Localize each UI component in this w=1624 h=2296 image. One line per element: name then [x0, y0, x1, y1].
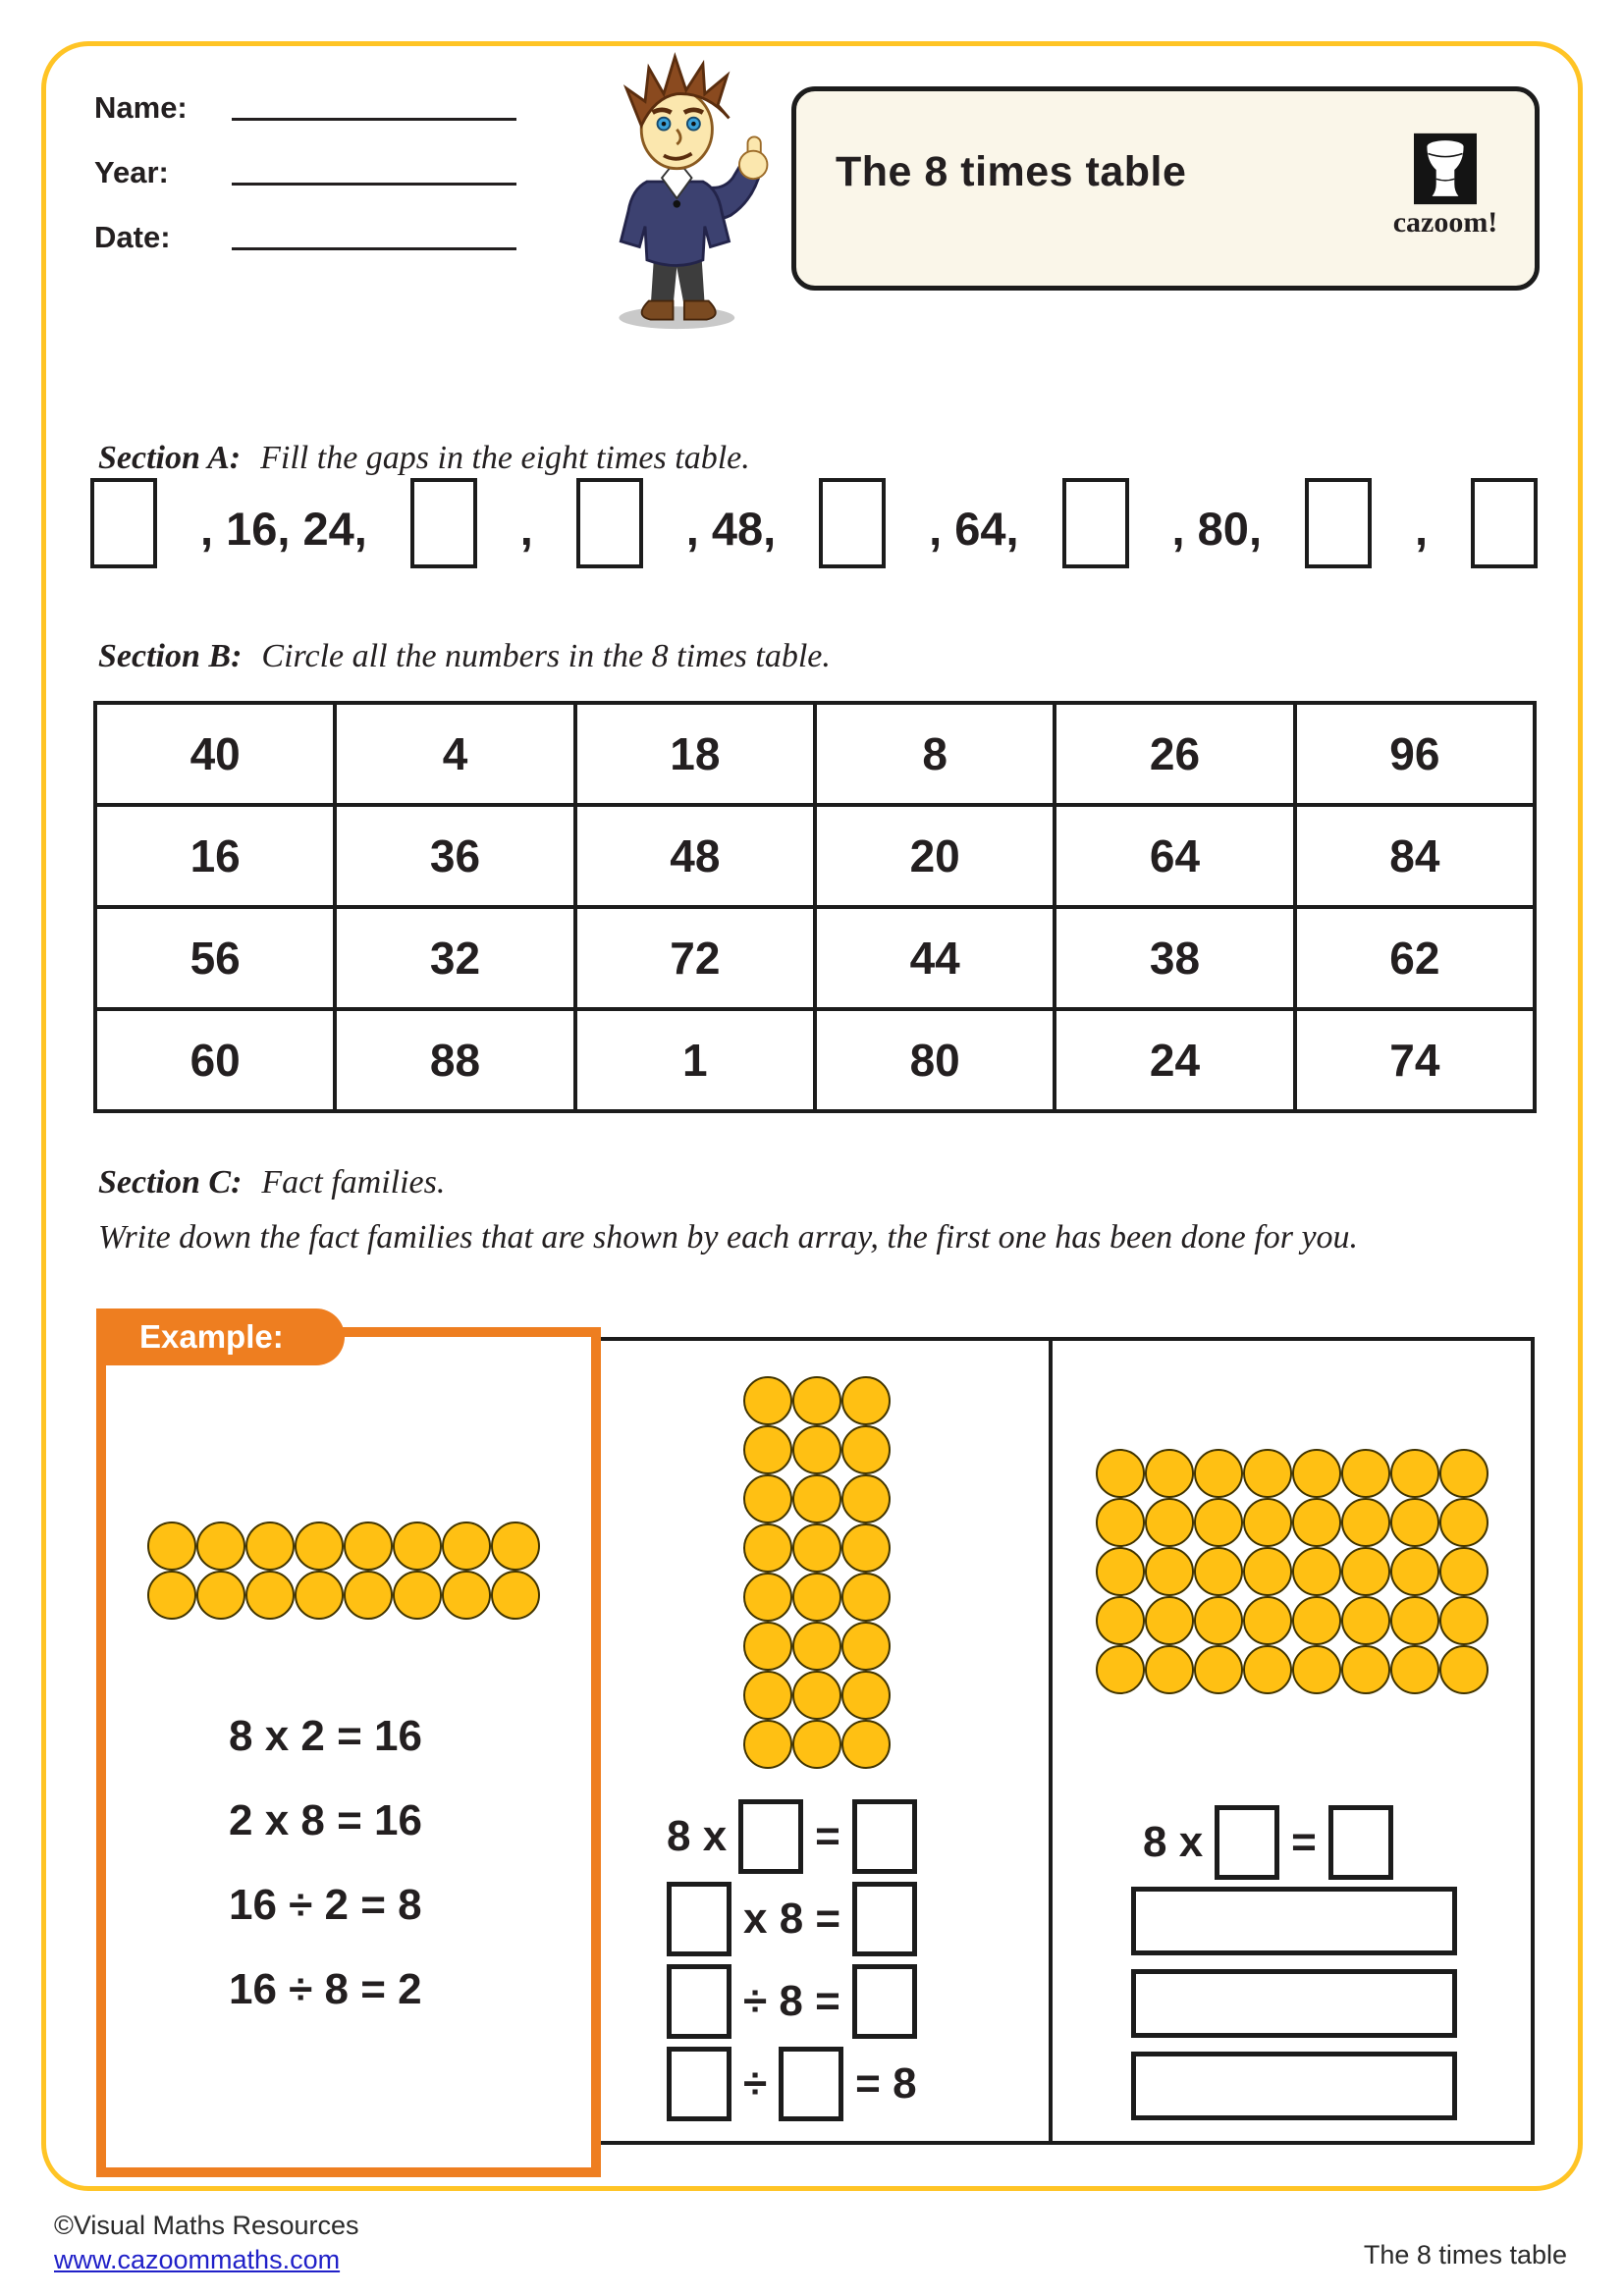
answer-line-box[interactable] [1131, 1969, 1457, 2038]
counter-dot [1439, 1645, 1489, 1694]
year-row [94, 155, 516, 190]
footer-title: The 8 times table [1363, 2240, 1567, 2269]
counter-dot [1145, 1596, 1194, 1645]
answer-box[interactable] [1215, 1805, 1279, 1880]
example-equation: 8 x 2 = 16 [229, 1712, 422, 1760]
dot-array-3x8 [743, 1376, 1049, 1769]
number-cell[interactable]: 96 [1295, 703, 1535, 805]
counter-dot [743, 1376, 792, 1425]
counter-dot [841, 1720, 891, 1769]
panel-2-equations [667, 1798, 1049, 2122]
section-a-heading [98, 440, 750, 477]
counter-dot [841, 1474, 891, 1523]
section-b-heading [98, 638, 831, 675]
counter-dot [841, 1523, 891, 1573]
counter-dot [743, 1523, 792, 1573]
number-cell[interactable]: 48 [575, 805, 815, 907]
djembe-drum-icon [1414, 133, 1477, 205]
section-b-instruction: Circle all the numbers in the 8 times table. [261, 638, 831, 674]
counter-dot [743, 1474, 792, 1523]
counter-dot [1390, 1449, 1439, 1498]
year-label: Year: [94, 155, 169, 189]
sequence-number: , 48, [685, 502, 777, 555]
counter-dot [442, 1522, 491, 1571]
example-equations [229, 1712, 591, 2013]
counter-dot [1341, 1596, 1390, 1645]
section-b-label: Section B: [98, 638, 243, 674]
answer-box[interactable] [576, 478, 643, 568]
answer-line-box[interactable] [1131, 2052, 1457, 2120]
cartoon-boy-illustration [574, 51, 790, 331]
number-cell[interactable]: 26 [1055, 703, 1294, 805]
counter-dot [1439, 1596, 1489, 1645]
counter-dot [1243, 1547, 1292, 1596]
answer-box[interactable] [667, 2047, 731, 2121]
counter-dot [196, 1571, 245, 1620]
number-cell[interactable]: 1 [575, 1009, 815, 1111]
counter-dot [841, 1671, 891, 1720]
number-cell[interactable]: 38 [1055, 907, 1294, 1009]
cazoom-logo [1381, 133, 1509, 240]
section-c-label: Section C: [98, 1164, 243, 1201]
title-box [791, 86, 1540, 291]
counter-dot [841, 1376, 891, 1425]
answer-box[interactable] [667, 1964, 731, 2039]
example-equation: 2 x 8 = 16 [229, 1796, 422, 1844]
name-input-line[interactable] [232, 91, 516, 121]
counter-dot [147, 1571, 196, 1620]
sequence-number: , [519, 502, 533, 555]
equation-text: = 8 [855, 2059, 917, 2108]
counter-dot [245, 1522, 295, 1571]
dot-array-8x5 [1096, 1449, 1531, 1694]
counter-dot [1390, 1498, 1439, 1547]
counter-dot [1194, 1596, 1243, 1645]
number-cell[interactable]: 72 [575, 907, 815, 1009]
counter-dot [344, 1571, 393, 1620]
counter-dot [1243, 1596, 1292, 1645]
equation-text: = [1291, 1818, 1317, 1866]
counter-dot [393, 1571, 442, 1620]
counter-dot [1439, 1449, 1489, 1498]
section-c-heading [98, 1164, 445, 1201]
number-grid [93, 701, 1537, 1113]
number-cell[interactable]: 20 [815, 805, 1055, 907]
number-cell[interactable]: 24 [1055, 1009, 1294, 1111]
fact-family-panels [553, 1337, 1535, 2145]
counter-dot [1292, 1449, 1341, 1498]
answer-box[interactable] [779, 2047, 843, 2121]
counter-dot [792, 1671, 841, 1720]
counter-dot [1341, 1547, 1390, 1596]
website-link[interactable]: www.cazoommaths.com [54, 2245, 341, 2274]
counter-dot [1096, 1645, 1145, 1694]
example-equation: 16 ÷ 8 = 2 [229, 1965, 422, 2013]
counter-dot [1194, 1498, 1243, 1547]
copyright-text: ©Visual Maths Resources [54, 2211, 359, 2240]
number-cell[interactable]: 40 [95, 703, 335, 805]
counter-dot [1194, 1645, 1243, 1694]
counter-dot [196, 1522, 245, 1571]
date-row [94, 220, 516, 255]
answer-box[interactable] [90, 478, 157, 568]
equation-text: 8 x [667, 1812, 728, 1860]
answer-line-box[interactable] [1131, 1887, 1457, 1955]
table-row [95, 907, 1535, 1009]
fact-family-panel-3 [1053, 1341, 1531, 2141]
dot-array-8x2 [147, 1522, 591, 1620]
number-cell[interactable]: 84 [1295, 805, 1535, 907]
counter-dot [1390, 1645, 1439, 1694]
counter-dot [1341, 1449, 1390, 1498]
counter-dot [1194, 1547, 1243, 1596]
counter-dot [743, 1573, 792, 1622]
counter-dot [1096, 1547, 1145, 1596]
answer-box[interactable] [1471, 478, 1538, 568]
counter-dot [344, 1522, 393, 1571]
counter-dot [743, 1425, 792, 1474]
number-cell[interactable]: 44 [815, 907, 1055, 1009]
date-label: Date: [94, 220, 171, 254]
counter-dot [295, 1522, 344, 1571]
number-cell[interactable]: 74 [1295, 1009, 1535, 1111]
counter-dot [1096, 1596, 1145, 1645]
answer-box[interactable] [667, 1882, 731, 1956]
answer-box[interactable] [1062, 478, 1129, 568]
equation-row [667, 1881, 1049, 1957]
number-cell[interactable]: 64 [1055, 805, 1294, 907]
section-c-instruction: Write down the fact families that are shown by each array, the first one has been done for you. [98, 1219, 1359, 1255]
counter-dot [1145, 1449, 1194, 1498]
counter-dot [841, 1622, 891, 1671]
counter-dot [743, 1671, 792, 1720]
number-cell[interactable]: 4 [335, 703, 574, 805]
equation-row [667, 1798, 1049, 1875]
sequence-number: , 64, [929, 502, 1019, 555]
sequence-number: , 80, [1171, 502, 1262, 555]
counter-dot [1243, 1449, 1292, 1498]
counter-dot [1439, 1498, 1489, 1547]
equation-text: ÷ 8 = [743, 1977, 840, 2025]
counter-dot [792, 1523, 841, 1573]
counter-dot [1390, 1547, 1439, 1596]
counter-dot [1243, 1645, 1292, 1694]
sequence-number: , 16, 24, [199, 502, 367, 555]
counter-dot [491, 1571, 540, 1620]
date-input-line[interactable] [232, 221, 516, 250]
counter-dot [1194, 1449, 1243, 1498]
number-cell[interactable]: 16 [95, 805, 335, 907]
counter-dot [1096, 1498, 1145, 1547]
number-cell[interactable]: 60 [95, 1009, 335, 1111]
counter-dot [1145, 1547, 1194, 1596]
counter-dot [792, 1425, 841, 1474]
counter-dot [1096, 1449, 1145, 1498]
counter-dot [841, 1573, 891, 1622]
answer-box[interactable] [1328, 1805, 1393, 1880]
equation-row [667, 1963, 1049, 2040]
panel-3-equations [1143, 1804, 1531, 1881]
table-row [95, 1009, 1535, 1111]
counter-dot [743, 1622, 792, 1671]
example-box [96, 1318, 601, 2177]
number-cell[interactable]: 56 [95, 907, 335, 1009]
counter-dot [1145, 1645, 1194, 1694]
number-cell[interactable]: 80 [815, 1009, 1055, 1111]
counter-dot [792, 1720, 841, 1769]
table-row [95, 805, 1535, 907]
counter-dot [393, 1522, 442, 1571]
example-equation: 16 ÷ 2 = 8 [229, 1881, 422, 1929]
counter-dot [245, 1571, 295, 1620]
answer-box[interactable] [852, 1964, 917, 2039]
number-cell[interactable]: 36 [335, 805, 574, 907]
counter-dot [442, 1571, 491, 1620]
counter-dot [1390, 1596, 1439, 1645]
answer-box[interactable] [852, 1799, 917, 1874]
panel-3-answer-lines [1131, 1887, 1531, 2120]
equation-text: = [815, 1812, 840, 1860]
section-c-subtitle: Fact families. [261, 1164, 446, 1201]
counter-dot [1292, 1498, 1341, 1547]
counter-dot [295, 1571, 344, 1620]
equation-text: ÷ [743, 2059, 768, 2108]
number-cell[interactable]: 18 [575, 703, 815, 805]
number-cell[interactable]: 8 [815, 703, 1055, 805]
answer-box[interactable] [410, 478, 477, 568]
counter-dot [1145, 1498, 1194, 1547]
section-a-label: Section A: [98, 440, 242, 476]
equation-row [1143, 1804, 1531, 1881]
answer-box[interactable] [1305, 478, 1372, 568]
number-cell[interactable]: 62 [1295, 907, 1535, 1009]
table-row [95, 703, 1535, 805]
answer-box[interactable] [819, 478, 886, 568]
counter-dot [841, 1425, 891, 1474]
counter-dot [792, 1376, 841, 1425]
counter-dot [1292, 1645, 1341, 1694]
counter-dot [1292, 1547, 1341, 1596]
counter-dot [1292, 1596, 1341, 1645]
name-row [94, 90, 516, 126]
sequence-number: , [1414, 502, 1428, 555]
counter-dot [743, 1720, 792, 1769]
counter-dot [491, 1522, 540, 1571]
counter-dot [1439, 1547, 1489, 1596]
number-cell[interactable]: 32 [335, 907, 574, 1009]
equation-text: x 8 = [743, 1895, 841, 1943]
cazoom-logo-text: cazoom! [1392, 206, 1498, 239]
counter-dot [1341, 1645, 1390, 1694]
counter-dot [792, 1573, 841, 1622]
sequence-row [90, 478, 1538, 568]
counter-dot [792, 1622, 841, 1671]
section-a-instruction: Fill the gaps in the eight times table. [260, 440, 750, 476]
equation-row [667, 2046, 1049, 2122]
counter-dot [1243, 1498, 1292, 1547]
counter-dot [1341, 1498, 1390, 1547]
equation-text: 8 x [1143, 1818, 1204, 1866]
name-label: Name: [94, 90, 188, 125]
year-input-line[interactable] [232, 156, 516, 186]
answer-box[interactable] [852, 1882, 917, 1956]
counter-dot [792, 1474, 841, 1523]
answer-box[interactable] [738, 1799, 803, 1874]
number-cell[interactable]: 88 [335, 1009, 574, 1111]
counter-dot [147, 1522, 196, 1571]
fact-family-panel-2 [557, 1341, 1049, 2141]
example-tab: Example: [96, 1308, 345, 1365]
worksheet-title: The 8 times table [836, 148, 1187, 195]
